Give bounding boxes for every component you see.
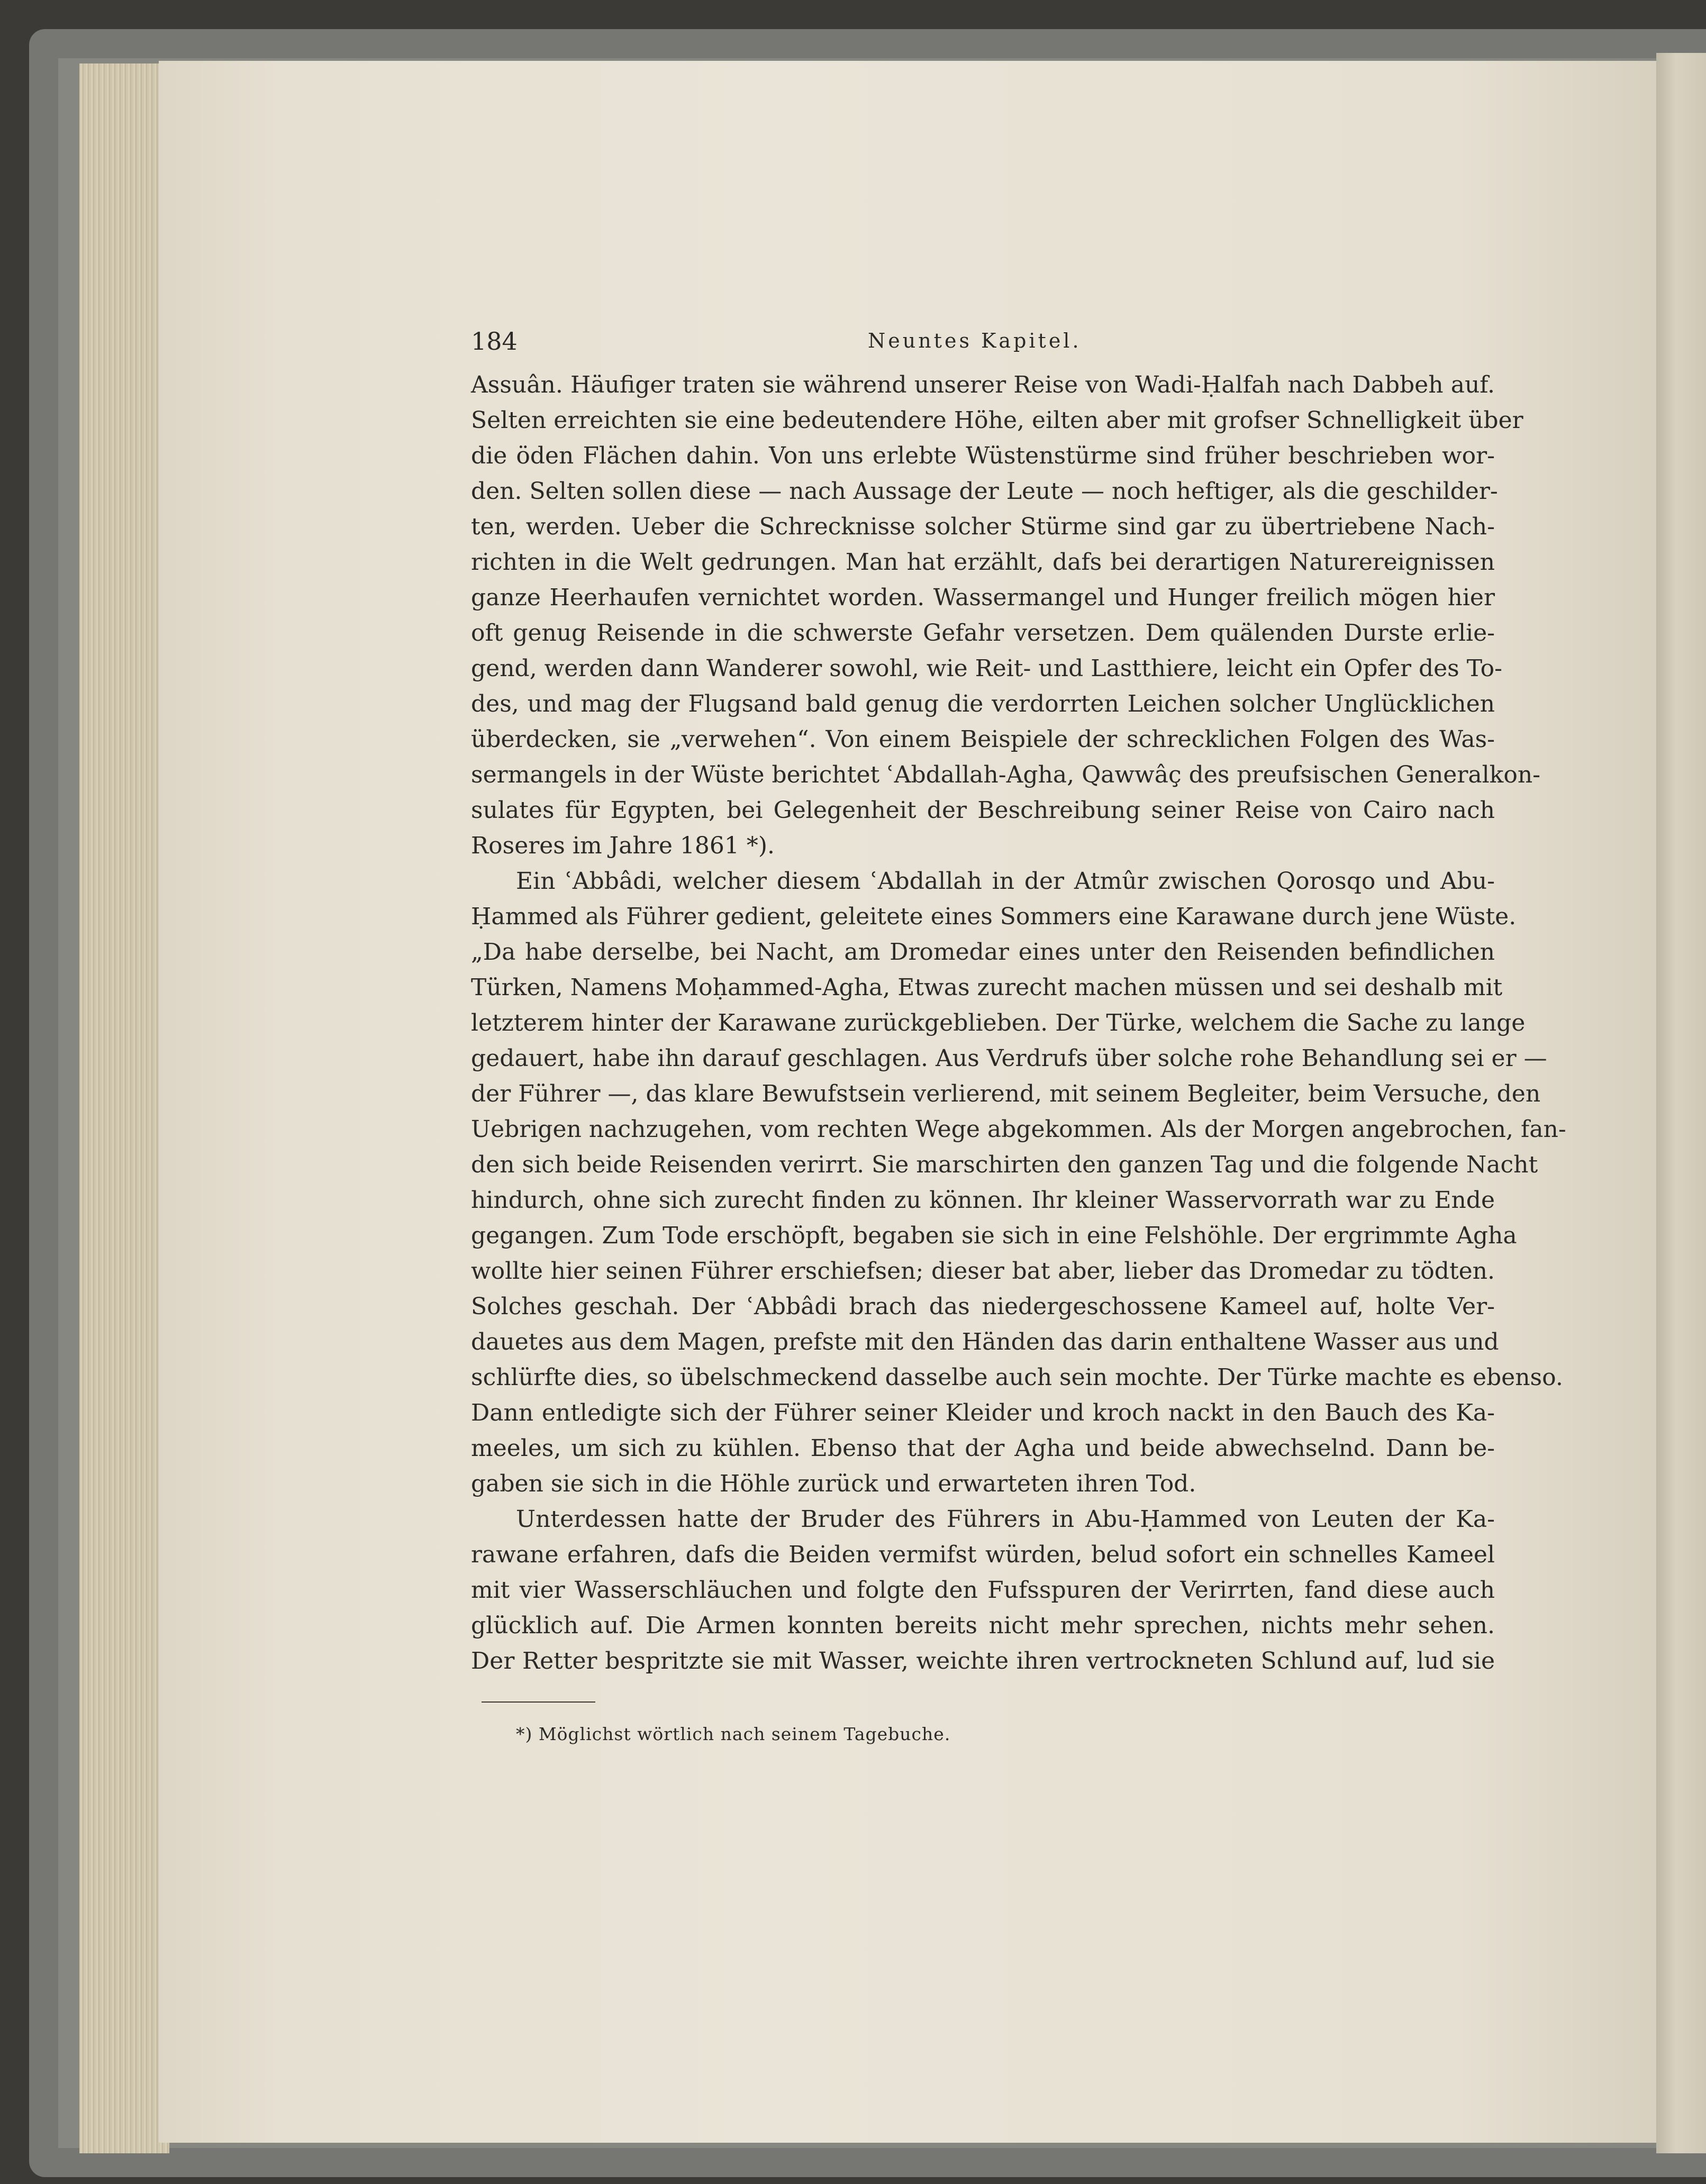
text-line: wollte hier seinen Führer erschiefsen; dieser bat aber, lieber das Dromedar zu tödten. [471, 1258, 1495, 1285]
text-line: mit vier Wasserschläuchen und folgte den Fufsspuren der Verirrten, fand diese auch [471, 1577, 1495, 1604]
text-line: schlürfte dies, so übelschmeckend dasselbe auch sein mochte. Der Türke machte es ebenso. [471, 1364, 1563, 1391]
text-line: „Da habe derselbe, bei Nacht, am Dromedar eines unter den Reisenden befindlichen [471, 939, 1495, 966]
text-line: dauetes aus dem Magen, prefste mit den Händen das darin enthaltene Wasser aus und [471, 1328, 1499, 1355]
text-line: Assuân. Häufiger traten sie während unserer Reise von Wadi-Ḥalfah nach Dabbeh auf. [471, 371, 1495, 398]
text-line: hindurch, ohne sich zurecht finden zu können. Ihr kleiner Wasservorrath war zu Ende [471, 1187, 1495, 1214]
text-line: ganze Heerhaufen vernichtet worden. Wassermangel und Hunger freilich mögen hier [471, 584, 1495, 611]
text-line: Der Retter bespritzte sie mit Wasser, weichte ihren vertrockneten Schlund auf, lud sie [471, 1648, 1495, 1675]
text-line: oft genug Reisende in die schwerste Gefahr versetzen. Dem quälenden Durste erlie- [471, 620, 1495, 647]
text-line: der Führer —, das klare Bewufstsein verlierend, mit seinem Begleiter, beim Versuche, den [471, 1080, 1541, 1107]
text-line: den. Selten sollen diese — nach Aussage der Leute — noch heftiger, als die geschilder- [471, 478, 1498, 505]
text-line: Uebrigen nachzugehen, vom rechten Wege abgekommen. Als der Morgen angebrochen, fan- [471, 1116, 1566, 1143]
text-line: Dann entledigte sich der Führer seiner Kleider und kroch nackt in den Bauch des Ka- [471, 1399, 1495, 1426]
text-line: Ḥammed als Führer gedient, geleitete eines Sommers eine Karawane durch jene Wüste. [471, 903, 1517, 930]
text-line: Türken, Namens Moḥammed-Agha, Etwas zurecht machen müssen und sei deshalb mit [471, 974, 1503, 1001]
text-line: gegangen. Zum Tode erschöpft, begaben sie sich in eine Felshöhle. Der ergrimmte Agha [471, 1222, 1517, 1249]
running-header: Neuntes Kapitel. [868, 329, 1082, 352]
text-line: ten, werden. Ueber die Schrecknisse solcher Stürme sind gar zu übertriebene Nach- [471, 513, 1495, 540]
text-line: letzterem hinter der Karawane zurückgeblieben. Der Türke, welchem die Sache zu lange [471, 1009, 1526, 1036]
text-line: den sich beide Reisenden verirrt. Sie marschirten den ganzen Tag und die folgende Nacht [471, 1151, 1538, 1178]
text-line: des, und mag der Flugsand bald genug die verdorrten Leichen solcher Unglücklichen [471, 690, 1495, 717]
text-line: Selten erreichten sie eine bedeutendere Höhe, eilten aber mit grofser Schnelligkeit über [471, 407, 1523, 434]
text-line: Solches geschah. Der ʿAbbâdi brach das niedergeschossene Kameel auf, holte Ver- [471, 1293, 1495, 1320]
text-line: gaben sie sich in die Höhle zurück und erwarteten ihren Tod. [471, 1470, 1196, 1497]
page-number: 184 [471, 327, 518, 356]
text-line: gend, werden dann Wanderer sowohl, wie Reit- und Lastthiere, leicht ein Opfer des To- [471, 655, 1503, 682]
text-line: Unterdessen hatte der Bruder des Führers in Abu-Ḥammed von Leuten der Ka- [516, 1506, 1495, 1533]
text-line: sulates für Egypten, bei Gelegenheit der Beschreibung seiner Reise von Cairo nach [471, 797, 1495, 824]
text-line: rawane erfahren, dafs die Beiden vermifst würden, belud sofort ein schnelles Kameel [471, 1541, 1495, 1568]
text-line: Roseres im Jahre 1861 *). [471, 832, 775, 859]
text-line: Ein ʿAbbâdi, welcher diesem ʿAbdallah in der Atmûr zwischen Qorosqo und Abu- [516, 868, 1495, 895]
text-line: sermangels in der Wüste berichtet ʿAbdallah-Agha, Qawwâç des preufsischen Generalkon- [471, 761, 1541, 788]
text-line: meeles, um sich zu kühlen. Ebenso that der Agha und beide abwechselnd. Dann be- [471, 1435, 1495, 1462]
text-line: die öden Flächen dahin. Von uns erlebte Wüstenstürme sind früher beschrieben wor- [471, 442, 1495, 469]
text-line: überdecken, sie „verwehen“. Von einem Beispiele der schrecklichen Folgen des Was- [471, 726, 1495, 753]
footnote-rule [482, 1701, 595, 1703]
footnote: *) Möglichst wörtlich nach seinem Tagebuche. [516, 1724, 951, 1744]
text-line: glücklich auf. Die Armen konnten bereits nicht mehr sprechen, nichts mehr sehen. [471, 1612, 1495, 1639]
text-line: gedauert, habe ihn darauf geschlagen. Aus Verdrufs über solche rohe Behandlung sei er — [471, 1045, 1547, 1072]
text-line: richten in die Welt gedrungen. Man hat erzählt, dafs bei derartigen Naturereignissen [471, 549, 1495, 576]
